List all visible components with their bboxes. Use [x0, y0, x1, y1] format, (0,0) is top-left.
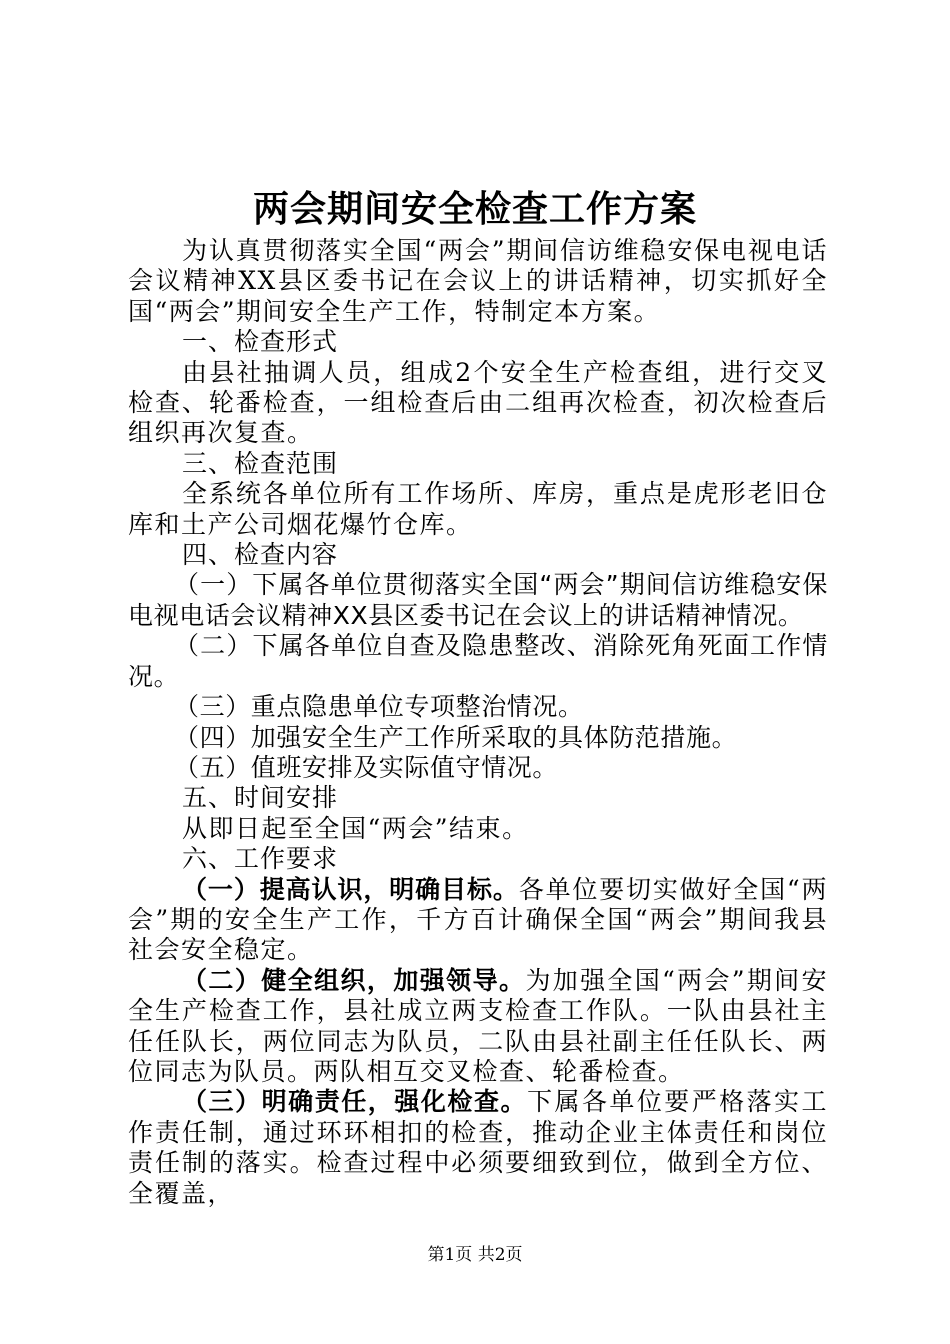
intro-paragraph: 为认真贯彻落实全国“两会”期间信访维稳安保电视电话会议精神XX县区委书记在会议上的讲话精神，切实抓好全国“两会”期间安全生产工作，特制定本方案。 — [128, 236, 828, 326]
section-heading: 五、时间安排 — [182, 783, 339, 813]
requirement-text: 下属各单位要严格落实工作责任制，通过环环相扣的检查，推动企业主体责任和岗位责任制的落实。检查过程中必须要细致到位，做到全方位、全覆盖， — [128, 1087, 828, 1208]
list-item: （五）值班安排及实际值守情况。 — [174, 752, 559, 782]
requirement-paragraph — [128, 966, 828, 1088]
section-paragraph: 从即日起至全国“两会”结束。 — [182, 813, 529, 843]
section-heading: 一、检查形式 — [182, 327, 339, 357]
list-item: （三）重点隐患单位专项整治情况。 — [174, 692, 584, 722]
requirement-text: 各单位要切实做好全国“两会”期的安全生产工作，千方百计确保全国“两会”期间我县社会安全稳定。 — [128, 874, 828, 965]
list-item: （一）下属各单位贯彻落实全国“两会”期间信访维稳安保电视电话会议精神XX县区委书记在会议上的讲话精神情况。 — [128, 570, 828, 630]
requirement-paragraph — [128, 1087, 828, 1209]
section-heading: 三、检查范围 — [182, 448, 339, 478]
requirement-lead: （一）提高认识，明确目标。 — [182, 874, 519, 904]
section-paragraph: 全系统各单位所有工作场所、库房，重点是虎形老旧仓库和土产公司烟花爆竹仓库。 — [128, 479, 828, 539]
requirement-lead: （三）明确责任，强化检查。 — [182, 1087, 528, 1117]
section-heading: 六、工作要求 — [182, 844, 339, 874]
requirement-paragraph — [128, 875, 828, 966]
requirement-text: 为加强全国“两会”期间安全生产检查工作，县社成立两支检查工作队。一队由县社主任任队长，两位同志为队员，二队由县社副主任任队长、两位同志为队员。两队相互交叉检查、轮番检查。 — [128, 965, 828, 1086]
section-heading: 四、检查内容 — [182, 540, 339, 570]
list-item: （四）加强安全生产工作所采取的具体防范措施。 — [174, 722, 738, 752]
section-paragraph: 由县社抽调人员，组成2个安全生产检查组，进行交叉检查、轮番检查，一组检查后由二组再次检查，初次检查后组织再次复查。 — [128, 357, 828, 448]
document-body — [128, 236, 828, 1209]
requirement-lead: （二）健全组织，加强领导。 — [182, 965, 526, 995]
page-footer: 第1页 共2页 — [427, 1245, 523, 1265]
document-title: 两会期间安全检查工作方案 — [252, 188, 697, 230]
list-item: （二）下属各单位自查及隐患整改、消除死角死面工作情况。 — [128, 631, 828, 691]
